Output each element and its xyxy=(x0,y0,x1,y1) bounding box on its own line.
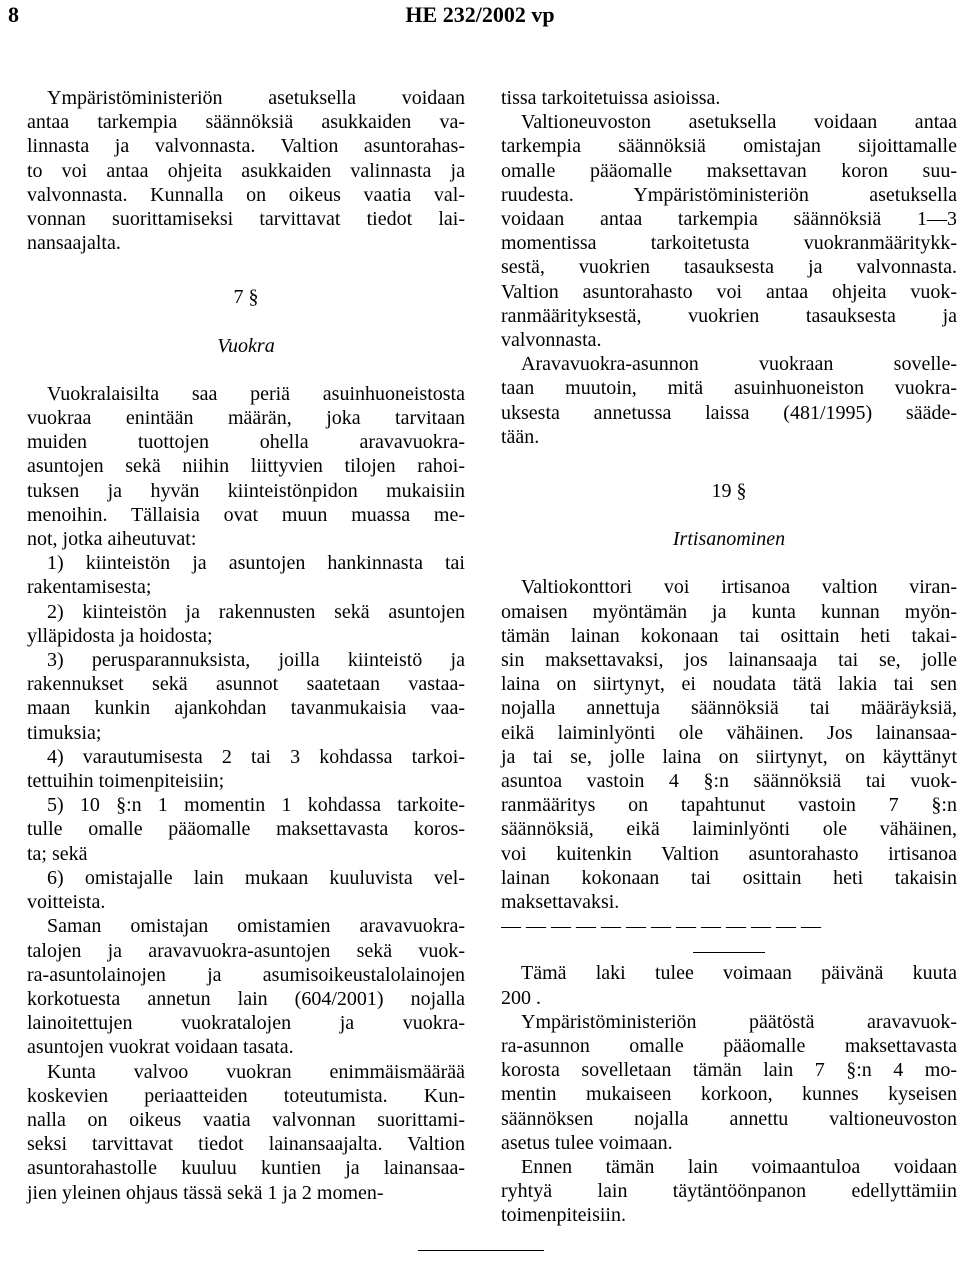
text-line: Ympäristöministeriön päätöstä aravavuok- xyxy=(521,1010,957,1033)
text-line: sestä, vuokrien tasauksesta ja valvonnasta. xyxy=(501,256,957,279)
text-line: nalla on oikeus vaatia valvonnan suorittami- xyxy=(27,1108,465,1131)
text-line: ylläpidosta ja hoidosta; xyxy=(27,624,213,647)
text-line: tään. xyxy=(501,425,540,448)
text-line: Saman omistajan omistamien aravavuokra- xyxy=(47,915,465,938)
text-line: säännöksiä, eikä laiminlyönti ole vähäinen, xyxy=(501,818,957,841)
text-line: taan muutoin, mitä asuinhuoneiston vuokra- xyxy=(501,377,957,400)
text-line: Valtioneuvoston asetuksella voidaan antaa xyxy=(521,111,957,134)
intro-paragraph xyxy=(27,86,465,255)
text-line: laina on siirtynyt, ei noudata tätä lakia tai sen xyxy=(501,673,957,696)
text-line: asetus tulee voimaan. xyxy=(501,1131,673,1154)
text-line: Ympäristöministeriön asetuksella voidaan xyxy=(47,87,465,109)
text-line: korkotuesta annetun lain (604/2001) nojalla xyxy=(27,987,465,1010)
text-line: tissa tarkoitetuissa asioissa. xyxy=(501,87,721,109)
footnote-rule xyxy=(418,1250,544,1251)
text-line: sin maksettavaksi, jos lainansaaja tai se, jolle xyxy=(501,649,957,672)
text-line: ra-asuntolainojen ja asumisoikeustalolainojen xyxy=(27,963,465,986)
text-line: Vuokralaisilta saa periä asuinhuoneistosta xyxy=(47,382,465,405)
text-line: maan kunkin ajankohdan tavanmukaisia vaa- xyxy=(27,697,465,720)
text-line: nojalla annettuja säännöksiä tai määräyksiä, xyxy=(501,697,957,720)
text-line: Tämä laki tulee voimaan päivänä kuuta xyxy=(521,962,957,985)
continued-paragraph xyxy=(501,86,957,449)
text-line: 5) 10 §:n 1 momentin 1 kohdassa tarkoite- xyxy=(47,794,465,817)
closing-paragraph xyxy=(501,1010,957,1228)
entry-into-force xyxy=(501,961,957,1009)
text-line: Valtion asuntorahasto voi antaa ohjeita vuok- xyxy=(501,280,957,303)
section-number: 7 § xyxy=(233,286,259,309)
text-line: rakennukset sekä asunnot saatetaan vastaa- xyxy=(27,673,465,696)
text-line: linnasta ja valvonnasta. Valtion asuntorahas- xyxy=(27,135,465,158)
text-line: 1) kiinteistön ja asuntojen hankinnasta tai xyxy=(47,552,465,575)
text-line: tulle omalle pääomalle maksettavasta koros- xyxy=(27,818,465,841)
text-line: lainan kokonaan tai osittain heti takaisin xyxy=(501,866,957,889)
text-line: momentissa tarkoitetusta vuokranmääritykk- xyxy=(501,232,957,255)
text-line: to voi antaa ohjeita asukkaiden valinnasta ja xyxy=(27,159,465,182)
text-line: Aravavuokra-asunnon vuokraan sovelle- xyxy=(521,353,957,376)
text-line: korosta sovelletaan tämän lain 7 §:n 4 mo- xyxy=(501,1059,957,1082)
text-line: ryhtyä lain täytäntöönpanon edellyttämiin xyxy=(501,1180,957,1203)
text-line: omaisen myöntämän ja kunta kunnan myön- xyxy=(501,600,957,623)
right-column xyxy=(501,86,957,1228)
text-line: eikä laiminlyönti ole vähäinen. Jos lainansaa- xyxy=(501,721,957,744)
text-line: ta; sekä xyxy=(27,842,88,865)
text-line: tarkempia säännöksiä omistajan sijoittamalle xyxy=(501,135,957,158)
text-line: tuksen ja hyvän kiinteistönpidon mukaisiin xyxy=(27,479,465,502)
text-line: 6) omistajalle lain mukaan kuuluvista vel- xyxy=(47,866,465,889)
text-line: voi kuitenkin Valtion asuntorahasto irtisanoa xyxy=(501,842,957,865)
running-header: HE 232/2002 vp xyxy=(405,2,555,27)
left-column xyxy=(27,86,465,1205)
text-line: voidaan antaa tarkempia säännöksiä 1—3 xyxy=(501,208,957,231)
text-line: asuntojen sekä niihin liittyvien tilojen rahoi- xyxy=(27,455,465,478)
text-line: omalle pääomalle maksettavan koron suu- xyxy=(501,159,957,182)
text-line: ja tai se, jolle laina on siirtynyt, on käyttänyt xyxy=(501,745,957,768)
omission-dash-line: — — — — — — — — — — — — — xyxy=(501,915,821,938)
text-line: rakentamisesta; xyxy=(27,576,152,599)
text-line: 4) varautumisesta 2 tai 3 kohdassa tarkoi- xyxy=(47,745,465,768)
text-line: Kunta valvoo vuokran enimmäismäärää xyxy=(47,1060,465,1083)
text-line: tämän lainan kokonaan tai osittain heti takai- xyxy=(501,624,957,647)
text-line: ruudesta. Ympäristöministeriön asetuksella xyxy=(501,183,957,206)
section-body xyxy=(501,575,957,914)
page-number: 8 xyxy=(8,2,19,27)
text-line: 3) perusparannuksista, joilla kiinteistö ja xyxy=(47,649,465,672)
text-line: timuksia; xyxy=(27,721,102,744)
text-line: vonnan suorittamiseksi tarvittavat tiedot lai- xyxy=(27,208,465,231)
text-line: uksesta annetussa laissa (481/1995) sääde- xyxy=(501,401,957,424)
text-line: mentin mukaiseen korkoon, kunnes kyseisen xyxy=(501,1083,957,1106)
text-line: not, jotka aiheutuvat: xyxy=(27,528,197,551)
text-line: koskevien periaatteiden toteutumista. Kun- xyxy=(27,1084,465,1107)
text-line: tettuihin toimenpiteisiin; xyxy=(27,770,225,793)
text-line: ra-asunnon omalle pääomalle maksettavasta xyxy=(501,1034,957,1057)
text-line: talojen ja aravavuokra-asuntojen sekä vuok- xyxy=(27,939,465,962)
section-title: Vuokra xyxy=(217,334,275,357)
text-line: 2) kiinteistön ja rakennusten sekä asuntojen xyxy=(47,600,465,623)
text-line: lainoitettujen vuokratalojen ja vuokra- xyxy=(27,1012,465,1035)
text-line: Ennen tämän lain voimaantuloa voidaan xyxy=(521,1155,957,1178)
text-line: seksi tarvittavat tiedot lainansaajalta. Valtion xyxy=(27,1133,465,1156)
text-line: toimenpiteisiin. xyxy=(501,1204,626,1227)
section-number: 19 § xyxy=(711,480,747,503)
text-line: ranmääritys on tapahtunut vastoin 7 §:n xyxy=(501,794,957,817)
text-line: säännöksen nojalla annettu valtioneuvoston xyxy=(501,1107,957,1130)
text-line: menoihin. Tällaisia ovat muun muassa me- xyxy=(27,503,465,526)
text-line: valvonnasta. xyxy=(501,329,602,352)
section-title: Irtisanominen xyxy=(672,528,786,551)
text-line: asuntoa vastoin 4 §:n säännöksiä tai vuok- xyxy=(501,770,957,793)
text-line: valvonnasta. Kunnalla on oikeus vaatia val- xyxy=(27,183,465,206)
section-body xyxy=(27,382,465,1205)
text-line: 200 . xyxy=(501,986,541,1009)
text-line: jien yleinen ohjaus tässä sekä 1 ja 2 momen- xyxy=(27,1181,384,1204)
text-line: Valtiokonttori voi irtisanoa valtion viran- xyxy=(521,576,957,599)
text-line: ranmäärityksestä, vuokrien tasauksesta ja xyxy=(501,304,957,327)
text-line: vuokraa enintään määrän, joka tarvitaan xyxy=(27,407,465,430)
text-line: maksettavaksi. xyxy=(501,891,620,914)
text-line: voitteista. xyxy=(27,891,106,914)
text-line: muiden tuottojen ohella aravavuokra- xyxy=(27,431,465,454)
text-line: asuntojen vuokrat voidaan tasata. xyxy=(27,1036,294,1059)
text-line: nansaajalta. xyxy=(27,232,121,255)
text-line: asuntorahastolle kuuluu kuntien ja lainansaa- xyxy=(27,1157,465,1180)
text-line: antaa tarkempia säännöksiä asukkaiden va- xyxy=(27,111,465,134)
